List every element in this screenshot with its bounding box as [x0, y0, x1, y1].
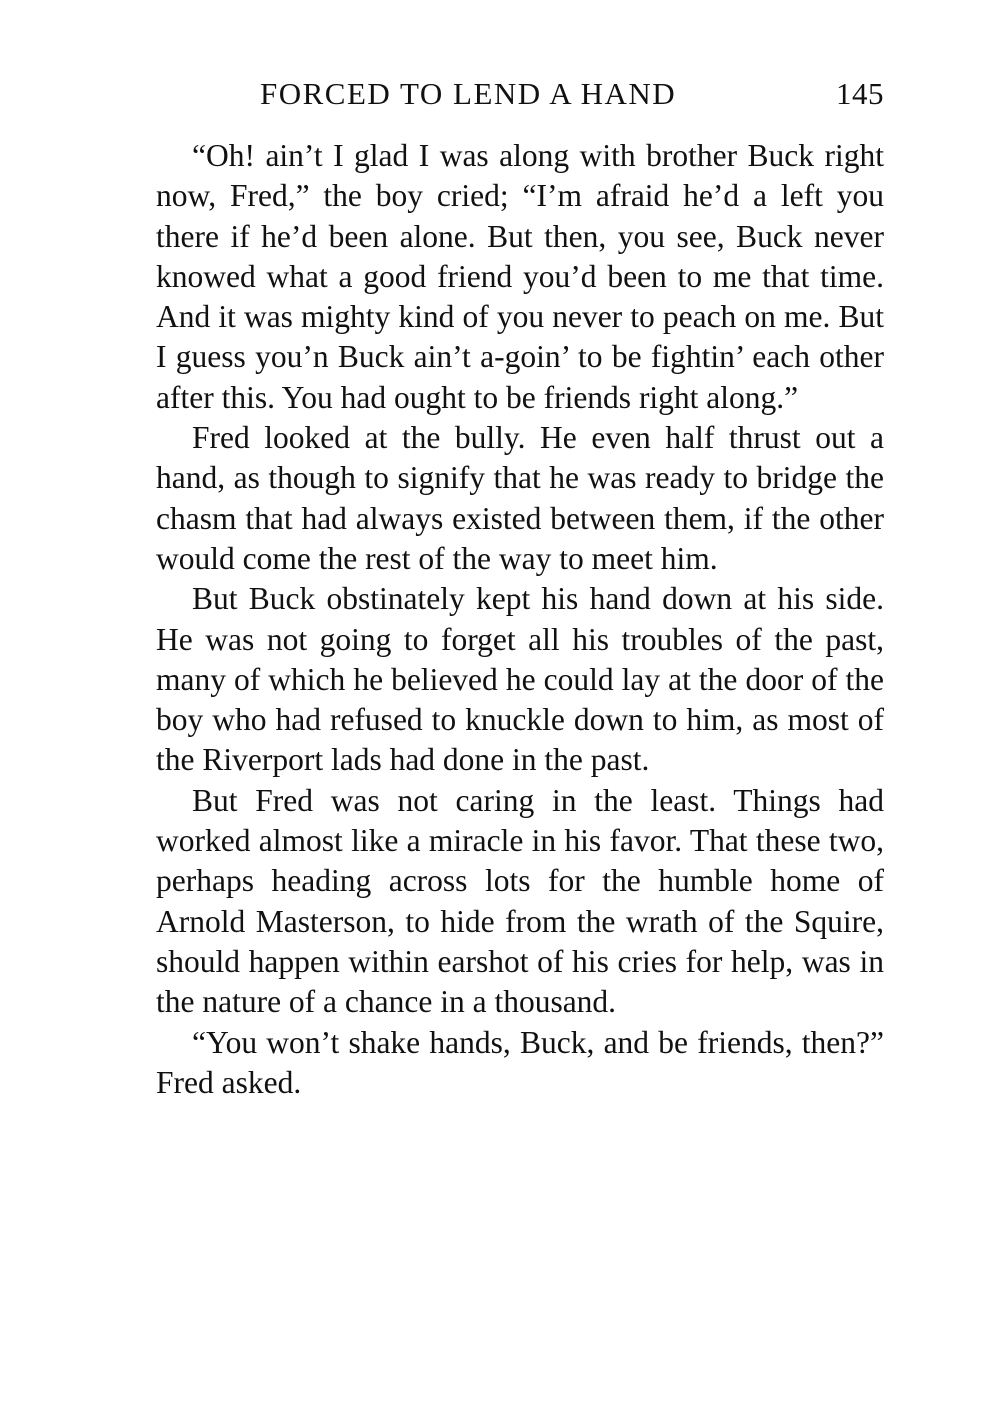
- paragraph: Fred looked at the bully. He even half thrust out a hand, as though to signify that he was ready to bridge the chasm that had always existed between them, if the other would come the rest of the way to meet him.: [156, 420, 884, 576]
- paragraph: But Fred was not caring in the least. Things had worked almost like a miracle in his favor. That these two, perhaps heading across lots for the humble home of Arnold Masterson, to hide from the wrath of the Squire, should happen within earshot of his cries for help, was in the nature of a chance in a thousand.: [156, 782, 884, 1020]
- paragraph: “Oh! ain’t I glad I was along with brother Buck right now, Fred,” the boy cried; “I’m afraid he’d a left you there if he’d been alone. But then, you see, Buck never knowed what a good friend you’d been to me that time. And it was mighty kind of you never to peach on me. But I guess you’n Buck ain’t a-goin’ to be fightin’ each other after this. You had ought to be friends right along.”: [156, 138, 884, 415]
- body-text: [156, 136, 884, 1103]
- paragraph: But Buck obstinately kept his hand down at his side. He was not going to forget all his troubles of the past, many of which he believed he could lay at the door of the boy who had refused to knuckle down to him, as most of the Riverport lads had done in the past.: [156, 581, 884, 778]
- running-title: FORCED TO LEND A HAND: [260, 76, 677, 111]
- page-number: 145: [836, 76, 884, 111]
- running-head: [156, 66, 884, 122]
- book-page: [156, 66, 884, 1406]
- paragraph: “You won’t shake hands, Buck, and be friends, then?” Fred asked.: [156, 1024, 884, 1100]
